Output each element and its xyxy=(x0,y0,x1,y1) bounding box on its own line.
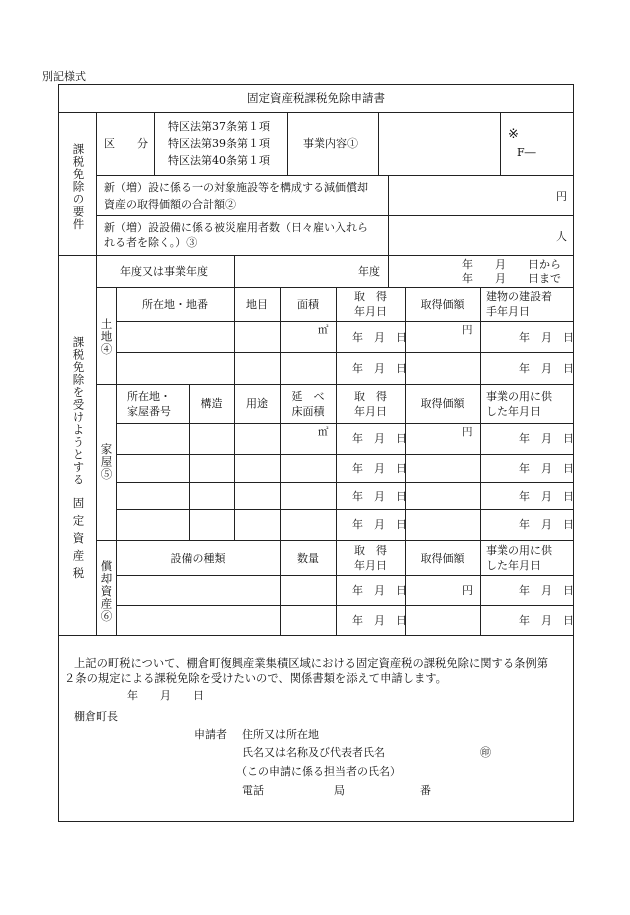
land-header-acq-price: 取得価額 xyxy=(420,298,465,311)
land-header-acq-date-1: 取 得 xyxy=(354,290,387,303)
land-price-unit: 円 xyxy=(462,324,473,336)
land-area-unit: ㎡ xyxy=(318,324,329,336)
law-item-3: 特区法第40条第１項 xyxy=(168,154,270,167)
seal-mark: ㊞ xyxy=(480,746,491,759)
dep-header-equipment-type: 設備の種類 xyxy=(170,552,226,565)
house-row4-acq-date: 年 月 日 xyxy=(352,518,407,531)
acquisition-total-label-1: 新（増）設に係る一の対象施設等を構成する減価償却 xyxy=(104,181,368,194)
dep-header-acq-date-1: 取 得 xyxy=(354,544,387,557)
fiscal-year-label: 年度又は事業年度 xyxy=(120,265,208,278)
dep-price-unit: 円 xyxy=(462,584,473,597)
depreciable-label: 償却資産⑥ xyxy=(99,560,114,623)
frame-bottom xyxy=(58,821,574,822)
house-header-acq-date-1: 取 得 xyxy=(354,390,387,403)
land-header-category: 地目 xyxy=(246,298,268,311)
phone-label: 電話 xyxy=(242,784,264,797)
house-row3-use-date: 年 月 日 xyxy=(519,490,574,503)
house-header-floor-2: 床面積 xyxy=(291,405,325,418)
dep-row1-use-date: 年 月 日 xyxy=(519,584,574,597)
house-row2-use-date: 年 月 日 xyxy=(519,462,574,475)
house-header-location-2: 家屋番号 xyxy=(127,405,171,418)
land-row1-build-date: 年 月 日 xyxy=(519,331,574,344)
declaration-text-1: 上記の町税について、棚倉町復興産業集積区域における固定資産税の課税免除に関する条例第 xyxy=(74,657,549,670)
frame-left xyxy=(58,84,59,822)
dep-header-acq-date-2: 年月日 xyxy=(354,559,387,572)
acquisition-total-label-2: 資産の取得価額の合計額② xyxy=(104,198,236,211)
phone-station-label: 局 xyxy=(334,784,345,797)
acquisition-total-unit: 円 xyxy=(556,190,567,203)
land-label: 土地④ xyxy=(99,318,114,356)
dep-header-acq-price: 取得価額 xyxy=(420,552,465,565)
period-from: 年 月 日から xyxy=(462,258,561,271)
name-label: 氏名又は名称及び代表者氏名 xyxy=(242,746,385,759)
house-header-use: 用途 xyxy=(246,397,268,410)
phone-number-label: 番 xyxy=(420,784,431,797)
declaration-text-2: ２条の規定による課税免除を受けたいので、関係書類を添えて申請します。 xyxy=(64,672,447,685)
dep-header-quantity: 数量 xyxy=(297,552,319,565)
house-header-acq-date-2: 年月日 xyxy=(354,405,387,418)
land-header-location: 所在地・地番 xyxy=(142,298,208,311)
business-content-field[interactable] xyxy=(380,114,498,174)
fiscal-year-unit: 年度 xyxy=(358,265,380,278)
house-header-structure: 構造 xyxy=(200,397,223,410)
application-date: 年 月 日 xyxy=(127,689,204,702)
land-row2-build-date: 年 月 日 xyxy=(519,362,574,375)
kubun-label: 区 分 xyxy=(104,137,148,150)
house-header-acq-price: 取得価額 xyxy=(420,397,465,410)
land-header-acq-date-2: 年月日 xyxy=(354,305,387,318)
law-item-1: 特区法第37条第１項 xyxy=(168,120,270,133)
addressee: 棚倉町長 xyxy=(74,710,118,723)
house-row1-acq-date: 年 月 日 xyxy=(352,432,407,445)
applicant-label: 申請者 xyxy=(194,728,227,741)
land-row1-acq-date: 年 月 日 xyxy=(352,331,407,344)
land-header-build-date-1: 建物の建設着 xyxy=(486,290,552,303)
assets-side-label-b: 固定資産税 xyxy=(71,497,86,585)
assets-side-label-a: 課税免除を受けようとする xyxy=(71,336,86,486)
dep-row2-use-date: 年 月 日 xyxy=(519,614,574,627)
contact-label: （この申請に係る担当者の氏名） xyxy=(236,765,401,778)
note-mark: ※ xyxy=(508,127,519,142)
law-item-2: 特区法第39条第１項 xyxy=(168,137,270,150)
dep-row2-acq-date: 年 月 日 xyxy=(352,614,407,627)
form-number-label: 別記様式 xyxy=(42,70,86,83)
house-label: 家屋⑤ xyxy=(99,443,114,481)
employees-label-1: 新（増）設設備に係る被災雇用者数（日々雇い入れら xyxy=(104,221,368,234)
frame-top xyxy=(58,84,574,85)
note-code: F― xyxy=(517,146,536,159)
house-price-unit: 円 xyxy=(462,426,473,438)
period-to: 年 月 日まで xyxy=(462,272,561,285)
employees-label-2: れる者を除く。）③ xyxy=(104,236,198,249)
frame-right xyxy=(573,84,574,822)
employees-unit: 人 xyxy=(556,230,567,243)
dep-header-use-date-1: 事業の用に供 xyxy=(486,544,552,557)
house-header-location-1: 所在地・ xyxy=(127,390,171,403)
business-content-label: 事業内容① xyxy=(303,137,358,150)
land-header-build-date-2: 手年月日 xyxy=(486,305,530,318)
house-header-use-date-1: 事業の用に供 xyxy=(486,390,552,403)
dep-row1-acq-date: 年 月 日 xyxy=(352,584,407,597)
address-label: 住所又は所在地 xyxy=(242,728,319,741)
requirements-side-label: 課税免除の要件 xyxy=(71,143,86,231)
house-header-floor-1: 延 べ xyxy=(291,390,325,403)
dep-header-use-date-2: した年月日 xyxy=(486,559,541,572)
house-row3-acq-date: 年 月 日 xyxy=(352,490,407,503)
form-title: 固定資産税課税免除申請書 xyxy=(247,91,385,105)
house-row4-use-date: 年 月 日 xyxy=(519,518,574,531)
land-row2-acq-date: 年 月 日 xyxy=(352,362,407,375)
house-row1-use-date: 年 月 日 xyxy=(519,432,574,445)
land-header-area: 面積 xyxy=(297,298,319,311)
house-header-use-date-2: した年月日 xyxy=(486,405,541,418)
house-row2-acq-date: 年 月 日 xyxy=(352,462,407,475)
house-area-unit: ㎡ xyxy=(318,426,329,438)
